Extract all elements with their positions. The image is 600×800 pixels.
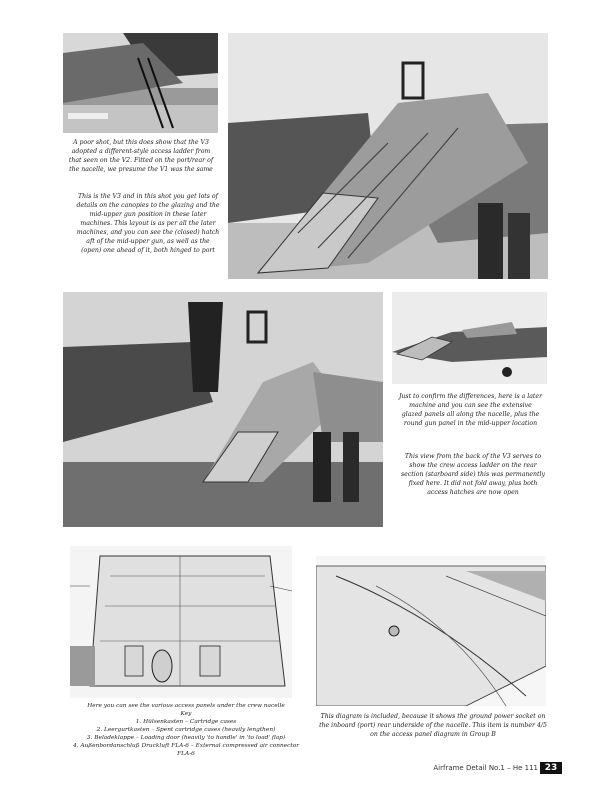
caption-ladder-text: A poor shot, but this does show that the V3 adopted a different-style access ladder from that seen on the V2. Fitted on the port/rear of the nacelle, we presume the V1 was the same (68, 139, 214, 173)
caption-ground-power (318, 712, 548, 739)
caption-ladder (66, 138, 216, 174)
caption-crew-ladder (398, 452, 548, 497)
caption-v3-glazing-text: This is the V3 and in this shot you get lots of details on the canopies to the glazing and the mid-upper gun position in these later machines. This layout is as per all the later machines, and you can see the (closed) hatch aft of the mid-upper gun, as well as the (open) one ahead of it, both hinged to port (76, 193, 220, 254)
caption-access-panels-intro: Here you can see the various access panels under the crew nacelle (87, 703, 285, 709)
diagram-access-panels (70, 546, 292, 698)
running-footer: Airframe Detail No.1 – He 111 (433, 764, 538, 772)
photo-v3-nose-canopy (228, 33, 548, 279)
caption-access-panels (68, 702, 304, 758)
caption-ground-power-text: This diagram is included, because it shows the ground power socket on the inboard (port) rear underside of the nacelle. This item is number 4/5 on the access panel diagram in Group B (319, 713, 547, 738)
caption-key-item-1: 1. Hülsenkasten – Cartridge cases (135, 719, 237, 725)
photo-ladder-v3 (63, 33, 218, 133)
caption-later-machine (398, 392, 543, 428)
diagram-ground-power-socket (316, 556, 546, 706)
caption-later-machine-text: Just to confirm the differences, here is a later machine and you can see the extensive glazed panels all along the nacelle, plus the round gun panel in the mid-upper location (398, 393, 543, 427)
caption-key-item-2: 2. Leergurtkasten – Spent cartridge cases (heavily lengthen) (96, 727, 276, 733)
page-number: 23 (540, 762, 562, 774)
caption-key-item-4: 4. Außenbordanschluß Druckluft FLA-6 – External compressed air connector FLA-6 (73, 743, 299, 757)
caption-crew-ladder-text: This view from the back of the V3 serves to show the crew access ladder on the rear section (starboard side) this was permanently fixed here. It did not fold away, plus both access hatches are now open (400, 453, 546, 496)
caption-key-item-3: 3. Beladeklappe – Loading door (heavily 'to handle' in 'to load' flap) (86, 735, 286, 741)
photo-later-machine (392, 292, 547, 384)
photo-v3-nose-front (63, 292, 383, 527)
caption-access-panels-key: Key (180, 711, 192, 717)
caption-v3-glazing (76, 192, 220, 255)
